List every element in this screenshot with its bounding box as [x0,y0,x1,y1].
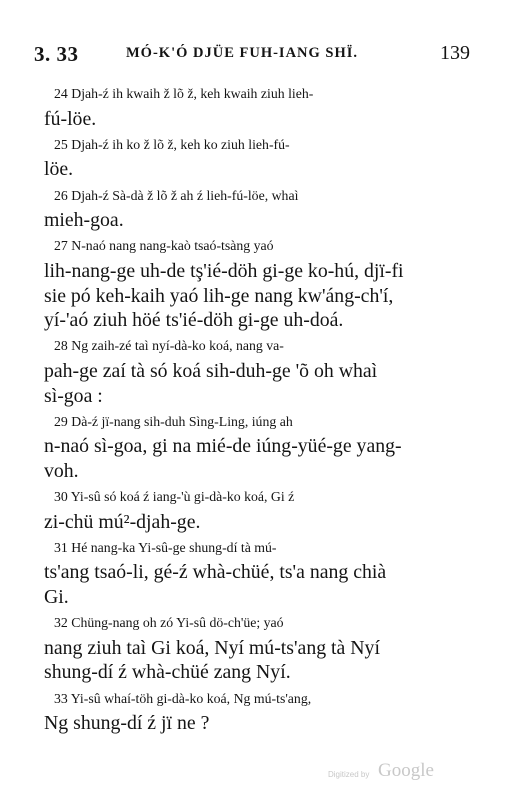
verse-paragraph [44,234,454,332]
verse-continuation-line: sì-goa : [44,384,103,407]
running-title: MÓ-K'Ó DJÜE FUH-IANG SHÏ. [126,45,359,61]
verse-continuation-line: ts'ang tsaó-li, gé-ź whà-chüé, ts'a nang chià [44,561,387,584]
verse-continuation-line: pah-ge zaí tà só koá sih-duh-ge 'õ oh whaì [44,359,378,382]
verse-paragraph [44,82,454,131]
verse-paragraph [44,485,454,534]
verse-continuation-line: n-naó sì-goa, gi na mié-de iúng-yüé-ge yang- [44,435,402,458]
verse-first-line: 30 Yi-sû só koá ź iang-'ù gi-dà-ko koá, Gi ź [54,489,295,505]
verse-continuation-line: Ng shung-dí ź jï ne ? [44,712,210,735]
verse-continuation-line: Gi. [44,586,69,609]
verse-continuation-line: löe. [44,158,74,181]
verse-paragraph [44,133,454,182]
verse-first-line: 33 Yi-sû whaí-töh gi-dà-ko koá, Ng mú-ts'ang, [54,690,312,706]
digitized-by-google-watermark [328,760,438,786]
verse-continuation-line: voh. [44,459,79,482]
verse-paragraph [44,536,454,610]
google-logo-text: Google [378,760,434,781]
running-header [34,42,470,70]
verse-first-line: 31 Hé nang-ka Yi-sû-ge shung-dí tà mú- [54,539,277,555]
verse-paragraph [44,611,454,685]
verse-first-line: 29 Dà-ź jï-nang sih-duh Sìng-Ling, iúng ah [54,413,293,429]
verse-first-line: 26 Djah-ź Sà-dà ž lõ ž ah ź lieh-fú-löe, whaì [54,187,299,203]
verse-text [44,82,454,737]
verse-continuation-line: mieh-goa. [44,209,124,232]
verse-first-line: 25 Djah-ź ih ko ž lõ ž, keh ko ziuh lieh-fú- [54,136,290,152]
verse-continuation-line: zi-chü mú²-djah-ge. [44,510,201,533]
verse-continuation-line: shung-dí ź whà-chüé zang Nyí. [44,661,291,684]
verse-first-line: 32 Chüng-nang oh zó Yi-sû dö-ch'üe; yaó [54,615,284,631]
page-number: 139 [440,42,470,64]
chapter-verse-ref: 3. 33 [34,42,79,66]
verse-continuation-line: lih-nang-ge uh-de tş'ié-döh gi-ge ko-hú, djï-fi [44,259,404,282]
verse-first-line: 28 Ng zaih-zé taì nyí-dà-ko koá, nang va- [54,338,284,354]
verse-continuation-line: sie pó keh-kaih yaó lih-ge nang kw'áng-ch'í, [44,284,394,307]
verse-paragraph [44,184,454,233]
verse-first-line: 27 N-naó nang nang-kaò tsaó-tsàng yaó [54,238,274,254]
verse-continuation-line: nang ziuh taì Gi koá, Nyí mú-ts'ang tà Nyí [44,636,380,659]
verse-first-line: 24 Djah-ź ih kwaih ž lõ ž, keh kwaih ziuh lieh- [54,86,314,101]
watermark-small-text: Digitized by [328,770,370,779]
verse-paragraph [44,334,454,408]
verse-paragraph [44,687,454,736]
verse-continuation-line: yí-'aó ziuh höé ts'ié-döh gi-ge uh-doá. [44,309,344,332]
verse-continuation-line: fú-löe. [44,107,97,130]
verse-paragraph [44,410,454,484]
